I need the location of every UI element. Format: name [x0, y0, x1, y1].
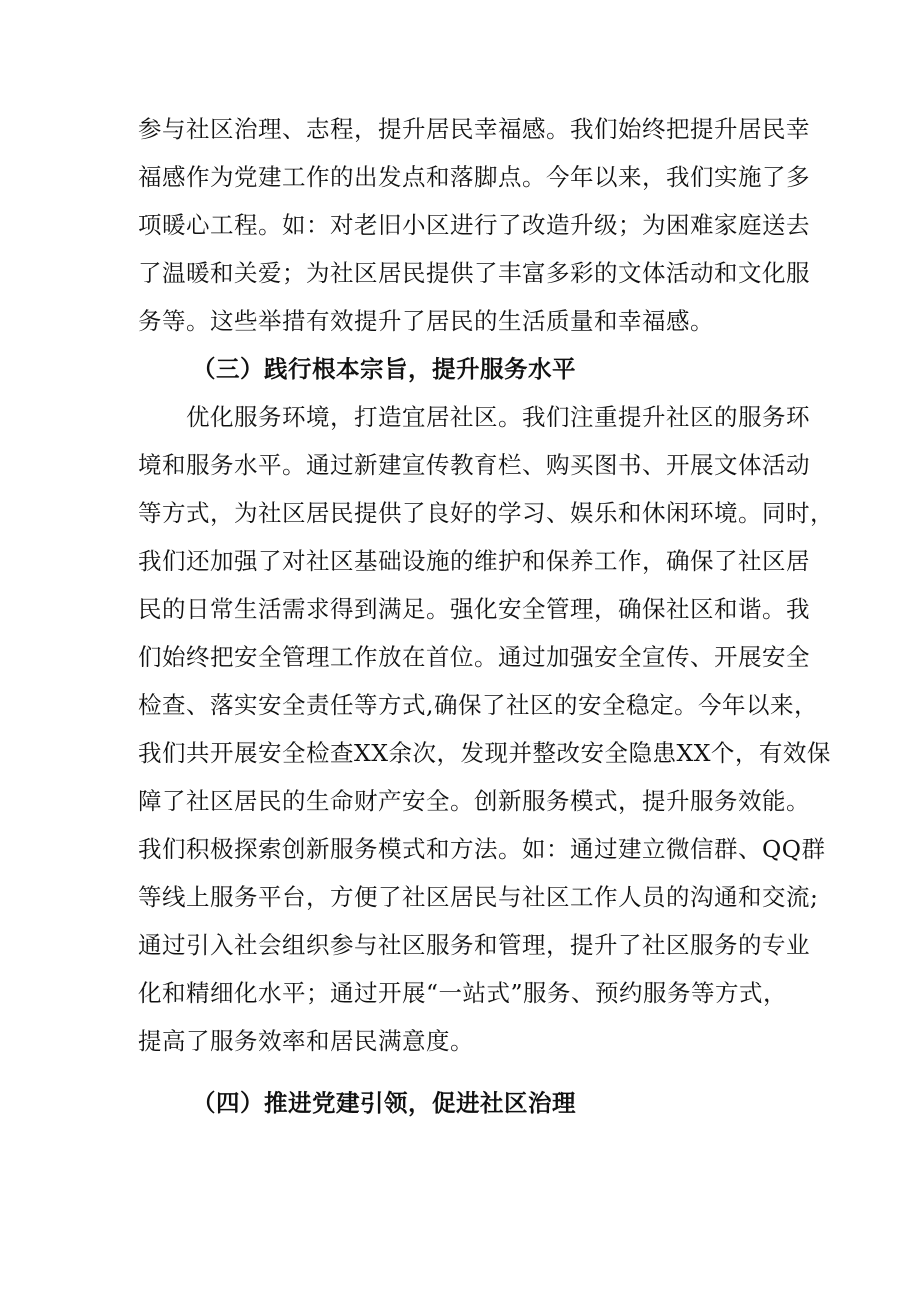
- text-line: 参与社区治理、志程，提升居民幸福感。我们始终把提升居民幸: [138, 115, 810, 143]
- text-line: 境和服务水平。通过新建宣传教育栏、购买图书、开展文体活动: [138, 451, 810, 479]
- text-line: 们始终把安全管理工作放在首位。通过加强安全宣传、开展安全: [138, 643, 810, 671]
- text-line: 我们共开展安全检查XX余次，发现并整改安全隐患XX个，有效保: [138, 739, 831, 767]
- text-line: 福感作为党建工作的出发点和落脚点。今年以来，我们实施了多: [138, 163, 810, 191]
- text-line: 我们积极探索创新服务模式和方法。如：通过建立微信群、QQ群: [138, 835, 826, 863]
- text-line: 等方式，为社区居民提供了良好的学习、娱乐和休闲环境。同时，: [138, 499, 834, 527]
- text-line: 通过引入社会组织参与社区服务和管理，提升了社区服务的专业: [138, 931, 810, 959]
- text-line: 项暖心工程。如：对老旧小区进行了改造升级；为困难家庭送去: [138, 211, 810, 239]
- text-line: 优化服务环境，打造宜居社区。我们注重提升社区的服务环: [186, 403, 810, 431]
- text-line: 提高了服务效率和居民满意度。: [138, 1027, 474, 1055]
- text-line: 检查、落实安全责任等方式,确保了社区的安全稳定。今年以来，: [138, 691, 818, 719]
- text-line: 了温暖和关爱；为社区居民提供了丰富多彩的文体活动和文化服: [138, 259, 810, 287]
- text-line: 化和精细化水平；通过开展“一站式”服务、预约服务等方式，: [138, 979, 788, 1007]
- text-line: 民的日常生活需求得到满足。强化安全管理，确保社区和谐。我: [138, 595, 810, 623]
- text-line: 我们还加强了对社区基础设施的维护和保养工作，确保了社区居: [138, 547, 810, 575]
- text-line: 等线上服务平台，方便了社区居民与社区工作人员的沟通和交流;: [138, 883, 819, 911]
- text-line: 障了社区居民的生命财产安全。创新服务模式，提升服务效能。: [138, 787, 810, 815]
- section-heading-three: （三）践行根本宗旨，提升服务水平: [192, 355, 576, 383]
- section-heading-four: （四）推进党建引领，促进社区治理: [192, 1089, 576, 1117]
- text-line: 务等。这些举措有效提升了居民的生活质量和幸福感。: [138, 307, 714, 335]
